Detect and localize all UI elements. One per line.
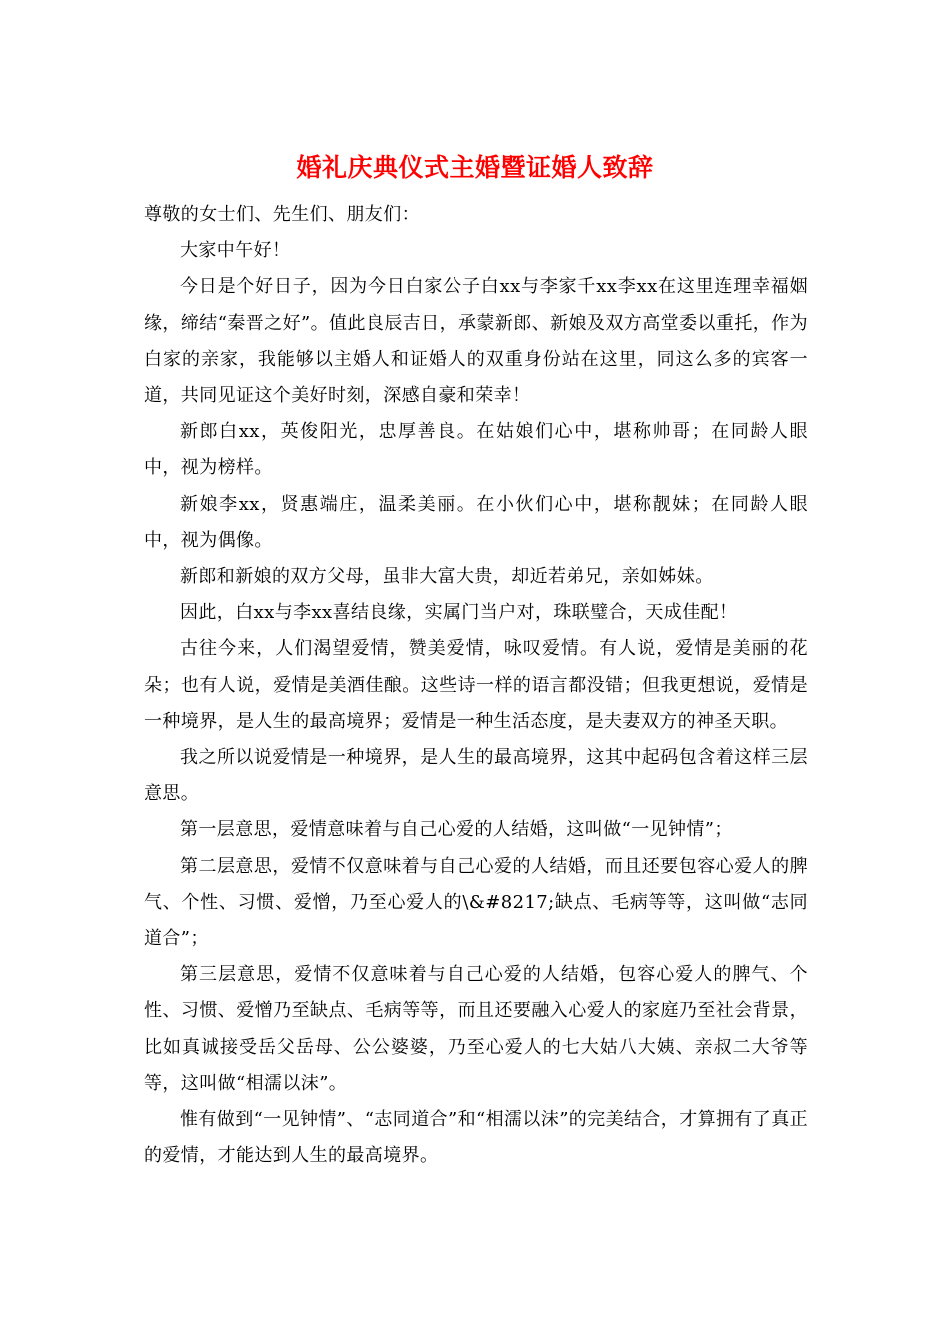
paragraph-groom: 新郎白xx，英俊阳光，忠厚善良。在姑娘们心中，堪称帅哥；在同龄人眼中，视为榜样。: [144, 421, 808, 479]
paragraph-third-meaning: 第三层意思，爱情不仅意味着与自己心爱的人结婚，包容心爱人的脾气、个性、习惯、爱憎乃至缺点、毛病等等，而且还要融入心爱人的家庭乃至社会背景，比如真诚接受岳父岳母、公公婆婆，乃至心爱人的七大姑八大姨、亲叔二大爷等等，这叫做“相濡以沫”。: [144, 964, 808, 1094]
salutation: 尊敬的女士们、先生们、朋友们：: [144, 204, 420, 225]
paragraph-love: 古往今来，人们渴望爱情，赞美爱情，咏叹爱情。有人说，爱情是美丽的花朵；也有人说，爱情是美酒佳酿。这些诗一样的语言都没错；但我更想说，爱情是一种境界，是人生的最高境界；爱情是一种生活态度，是夫妻双方的神圣天职。: [144, 638, 808, 732]
paragraph-greeting: 大家中午好！: [180, 240, 291, 262]
document-title: 婚礼庆典仪式主婚暨证婚人致辞: [296, 153, 654, 182]
paragraph-first-meaning: 第一层意思，爱情意味着与自己心爱的人结婚，这叫做“一见钟情”；: [180, 819, 733, 841]
paragraph-parents: 新郎和新娘的双方父母，虽非大富大贵，却近若弟兄，亲如姊妹。: [180, 566, 714, 588]
paragraph-conclusion: 惟有做到“一见钟情”、“志同道合”和“相濡以沫”的完美结合，才算拥有了真正的爱情，才能达到人生的最高境界。: [144, 1109, 809, 1167]
paragraph-match: 因此，白xx与李xx喜结良缘，实属门当户对，珠联璧合，天成佳配！: [180, 602, 738, 624]
document-body: [144, 197, 808, 1174]
paragraph-second-meaning: 第二层意思，爱情不仅意味着与自己心爱的人结婚，而且还要包容心爱人的脾气、个性、习惯、爱憎，乃至心爱人的\&#8217;缺点、毛病等等，这叫做“志同道合”；: [144, 855, 808, 950]
paragraph-occasion: 今日是个好日子，因为今日白家公子白xx与李家千xx李xx在这里连理幸福姻缘，缔结“秦晋之好”。值此良辰吉日，承蒙新郎、新娘及双方高堂委以重托，作为白家的亲家，我能够以主婚人和证婚人的双重身份站在这里，同这么多的宾客一道，共同见证这个美好时刻，深感自豪和荣幸！: [144, 276, 808, 407]
paragraph-bride: 新娘李xx，贤惠端庄，温柔美丽。在小伙们心中，堪称靓妹；在同龄人眼中，视为偶像。: [144, 493, 808, 551]
paragraph-three-meanings: 我之所以说爱情是一种境界，是人生的最高境界，这其中起码包含着这样三层意思。: [144, 747, 808, 805]
